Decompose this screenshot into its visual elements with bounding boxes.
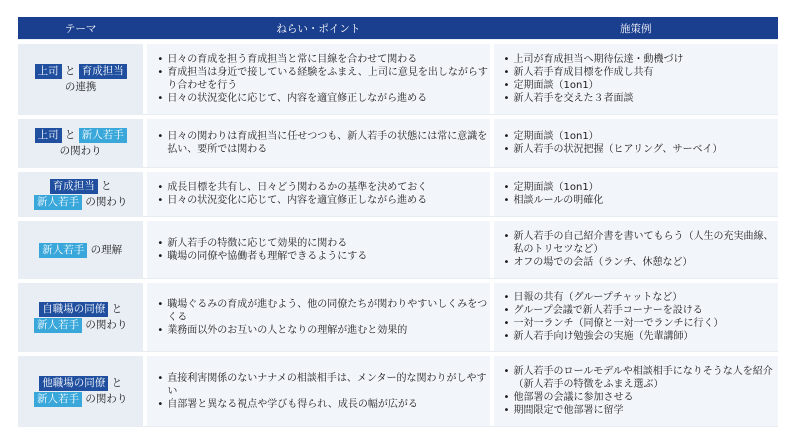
tag-newcomer: 新人若手	[79, 128, 127, 143]
list-item: • 新人若手育成目標を作成し共有	[503, 67, 654, 78]
list-item: • 職場の同僚や協働者も理解できるようにする	[157, 250, 368, 262]
theme-cell	[18, 119, 143, 167]
tag-trainer: 育成担当	[79, 64, 127, 79]
theme-cell	[18, 283, 143, 351]
table-row	[18, 356, 778, 427]
list-item: • グループ会議で新人若手コーナーを設ける	[503, 305, 703, 316]
list-item: • 上司が育成担当へ期待伝達・動機づけ	[503, 54, 684, 65]
theme-suffix: の理解	[90, 243, 123, 256]
list-item: • 定期面談（1on1）	[503, 80, 599, 91]
theme-conj: と	[111, 303, 123, 315]
header-aim: ねらい・ポイント	[276, 22, 361, 35]
tag-boss: 上司	[35, 128, 62, 143]
theme-conj: と	[111, 377, 123, 389]
tag-newcomer: 新人若手	[34, 318, 82, 333]
tag-other-colleague: 他職場の同僚	[39, 376, 108, 391]
measures-table	[18, 17, 778, 427]
list-item: • 育成担当は身近で接している経験をふまえ、上司に意見を出しながらすり合わせを行う	[157, 67, 488, 91]
aim-cell	[147, 119, 489, 167]
list-item: • 直接利害関係のないナナメの相談相手は、メンター的な関わりがしやすい	[157, 372, 487, 397]
table-row	[18, 283, 778, 352]
measures-cell	[494, 172, 779, 216]
tag-boss: 上司	[35, 64, 62, 79]
tag-newcomer: 新人若手	[34, 392, 82, 407]
tag-newcomer: 新人若手	[39, 243, 87, 258]
theme-conj: と	[64, 65, 76, 77]
table-row	[18, 119, 778, 168]
list-item: • 日報の共有（グループチャットなど）	[503, 292, 683, 303]
theme-cell	[18, 356, 143, 426]
list-item: • 新人若手向け勉強会の実施（先輩講師）	[503, 331, 694, 342]
list-item: • 日々の状況変化に応じて、内容を適宜修正しながら進める	[157, 93, 428, 104]
header-measures: 施策例	[620, 22, 652, 35]
list-item: • 新人若手のロールモデルや相談相手になりそうな人を紹介（新人若手の特徴をふまえ選ぶ）	[503, 366, 773, 390]
list-item: • 定期面談（1on1）	[503, 182, 599, 193]
table-row	[18, 221, 778, 279]
list-item: • 一対一ランチ（同僚と一対一でランチに行く）	[503, 318, 724, 329]
list-item: • 新人若手の特徴に応じて効果的に関わる	[157, 237, 348, 249]
aim-cell	[147, 44, 489, 114]
list-item: • 日々の関わりは育成担当に任せつつも、新人若手の状態には常に意識を払い、要所では関わる	[157, 131, 488, 155]
list-item: • 日々の育成を担う育成担当と常に目線を合わせて関わる	[157, 54, 418, 65]
header-row	[18, 17, 778, 40]
measures-cell	[494, 356, 779, 426]
list-item: • 職場ぐるみの育成が進むよう、他の同僚たちが関わりやすいしくみをつくる	[157, 298, 488, 323]
tag-newcomer: 新人若手	[34, 195, 82, 210]
theme-suffix: の関わり	[59, 145, 102, 157]
list-item: • 新人若手の自己紹介書を書いてもらう（人生の充実曲線、私のトリセツなど）	[503, 231, 774, 255]
list-item: • 期間限定で他部署に留学	[503, 405, 624, 416]
theme-cell	[18, 44, 143, 114]
list-item: • 他部署の会議に参加させる	[503, 392, 634, 403]
theme-conj: と	[64, 129, 76, 141]
list-item: • 相談ルールの明確化	[503, 195, 604, 206]
list-item: • 日々の状況変化に応じて、内容を適宜修正しながら進める	[157, 195, 428, 206]
tag-trainer: 育成担当	[50, 179, 98, 194]
theme-cell	[18, 221, 143, 278]
measures-cell	[494, 119, 779, 167]
aim-cell	[147, 283, 489, 351]
aim-cell	[147, 356, 489, 426]
tag-own-colleague: 自職場の同僚	[39, 302, 108, 317]
theme-suffix: の関わり	[85, 393, 128, 405]
aim-cell	[147, 172, 489, 216]
list-item: • 定期面談（1on1）	[503, 131, 599, 142]
table-row	[18, 172, 778, 217]
list-item: • 新人若手の状況把握（ヒアリング、サーベイ）	[503, 144, 723, 155]
theme-suffix: の関わり	[85, 196, 128, 208]
measures-cell	[494, 283, 779, 351]
theme-cell	[18, 172, 143, 216]
theme-conj: と	[101, 180, 112, 192]
list-item: • 業務面以外のお互いの人となりの理解が進むと効果的	[157, 324, 408, 336]
list-item: • 自部署と異なる視点や学びも得られ、成長の幅が広がる	[157, 398, 418, 410]
theme-suffix: の連携	[64, 81, 97, 93]
header-theme: テーマ	[64, 22, 97, 35]
list-item: • オフの場での会話（ランチ、休憩など）	[503, 257, 693, 268]
measures-cell	[494, 44, 779, 114]
aim-cell	[147, 221, 489, 278]
table-row	[18, 44, 778, 115]
measures-cell	[494, 221, 779, 278]
list-item: • 成長目標を共有し、日々どう関わるかの基準を決めておく	[157, 182, 428, 193]
list-item: • 新人若手を交えた３者面談	[503, 93, 634, 104]
theme-suffix: の関わり	[85, 319, 128, 331]
